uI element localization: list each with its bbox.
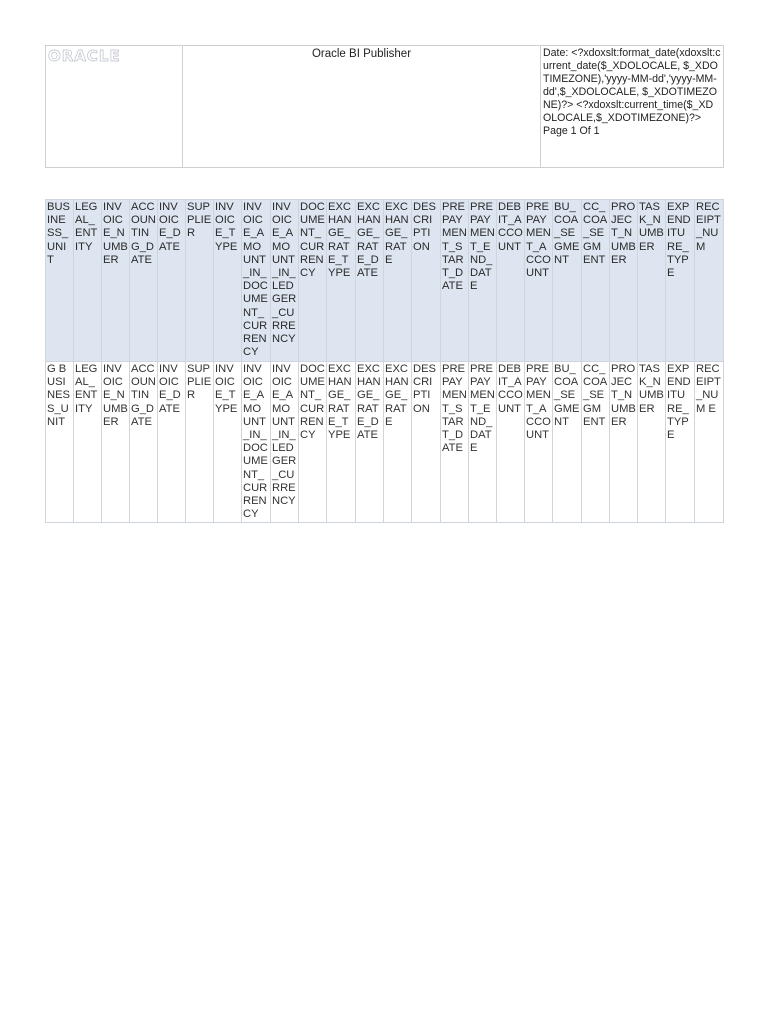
column-header: DESCRIPTION: [412, 200, 441, 362]
table-cell: EXCHANGE_RATE_TYPE: [327, 362, 356, 523]
date-expression: Date: <?xdoxslt:format_date(xdoxslt:current_date($_XDOLOCALE, $_XDOTIMEZONE),'yyyy-MM-dd','yyyy-MM-dd',$_XDOLOCALE, $_XDOTIMEZONE)?> <?xdoxslt:current_time($_XDOLOCALE,$_XDOTIMEZONE)?>: [543, 47, 721, 124]
column-header: EXCHANGE_RATE: [384, 200, 412, 362]
oracle-logo: ORACLE: [48, 47, 121, 65]
table-cell: LEGAL_ENTITY: [74, 362, 102, 523]
column-header: DEBIT_ACCOUNT: [497, 200, 525, 362]
column-header: SUPPLIER: [186, 200, 214, 362]
column-header: PREPAYMENT_ACCOUNT: [525, 200, 553, 362]
table-cell: SUPPLIER: [186, 362, 214, 523]
table-cell: PREPAYMENT_ACCOUNT: [525, 362, 553, 523]
column-header: EXPENDITURE_TYPE: [666, 200, 695, 362]
logo-cell: [46, 46, 183, 168]
table-cell: BU_COA_SEGMENT: [553, 362, 582, 523]
table-cell: EXCHANGE_RATE: [384, 362, 412, 523]
report-table: [45, 199, 724, 523]
table-cell: CC_COA_SEGMENT: [582, 362, 610, 523]
column-header: INVOICE_AMOUNT_IN_LEDGER_CURRENCY: [271, 200, 299, 362]
table-cell: PREPAYMENT_END_DATE: [469, 362, 497, 523]
table-cell: PREPAYMENT_START_DATE: [441, 362, 469, 523]
report-header: [45, 45, 724, 168]
report-title: Oracle BI Publisher: [183, 46, 541, 168]
column-header: INVOICE_NUMBER: [102, 200, 130, 362]
table-cell: INVOICE_NUMBER: [102, 362, 130, 523]
table-cell: DOCUMENT_CURRENCY: [299, 362, 327, 523]
column-header: LEGAL_ENTITY: [74, 200, 102, 362]
table-cell: PROJECT_NUMBER: [610, 362, 638, 523]
table-cell: INVOICE_AMOUNT_IN_DOCUMENT_CURRENCY: [242, 362, 271, 523]
table-cell: TASK_NUMBER: [638, 362, 666, 523]
column-header: BUSINESS_UNIT: [46, 200, 74, 362]
table-cell: DESCRIPTION: [412, 362, 441, 523]
column-header: EXCHANGE_RATE_DATE: [356, 200, 384, 362]
column-header: PREPAYMENT_END_DATE: [469, 200, 497, 362]
table-cell: INVOICE_AMOUNT_IN_LEDGER_CURRENCY: [271, 362, 299, 523]
column-header: INVOICE_TYPE: [214, 200, 242, 362]
column-header: ACCOUNTING_DATE: [130, 200, 158, 362]
table-cell: EXCHANGE_RATE_DATE: [356, 362, 384, 523]
table-cell: RECEIPT_NUM E: [695, 362, 724, 523]
column-header: EXCHANGE_RATE_TYPE: [327, 200, 356, 362]
column-header: INVOICE_AMOUNT_IN_DOCUMENT_CURRENCY: [242, 200, 271, 362]
header-row: [46, 200, 724, 362]
column-header: TASK_NUMBER: [638, 200, 666, 362]
table-cell: DEBIT_ACCOUNT: [497, 362, 525, 523]
column-header: PROJECT_NUMBER: [610, 200, 638, 362]
column-header: CC_COA_SEGMENT: [582, 200, 610, 362]
column-header: INVOICE_DATE: [158, 200, 186, 362]
table-cell: INVOICE_TYPE: [214, 362, 242, 523]
column-header: RECEIPT_NUM: [695, 200, 724, 362]
column-header: DOCUMENT_CURRENCY: [299, 200, 327, 362]
table-cell: G BUSINESS_UNIT: [46, 362, 74, 523]
table-cell: ACCOUNTING_DATE: [130, 362, 158, 523]
table-cell: INVOICE_DATE: [158, 362, 186, 523]
column-header: BU_COA_SEGMENT: [553, 200, 582, 362]
column-header: PREPAYMENT_START_DATE: [441, 200, 469, 362]
table-row: [46, 362, 724, 523]
page-number: Page 1 Of 1: [543, 125, 600, 137]
table-cell: EXPENDITURE_TYPE: [666, 362, 695, 523]
date-page-cell: [541, 46, 724, 168]
